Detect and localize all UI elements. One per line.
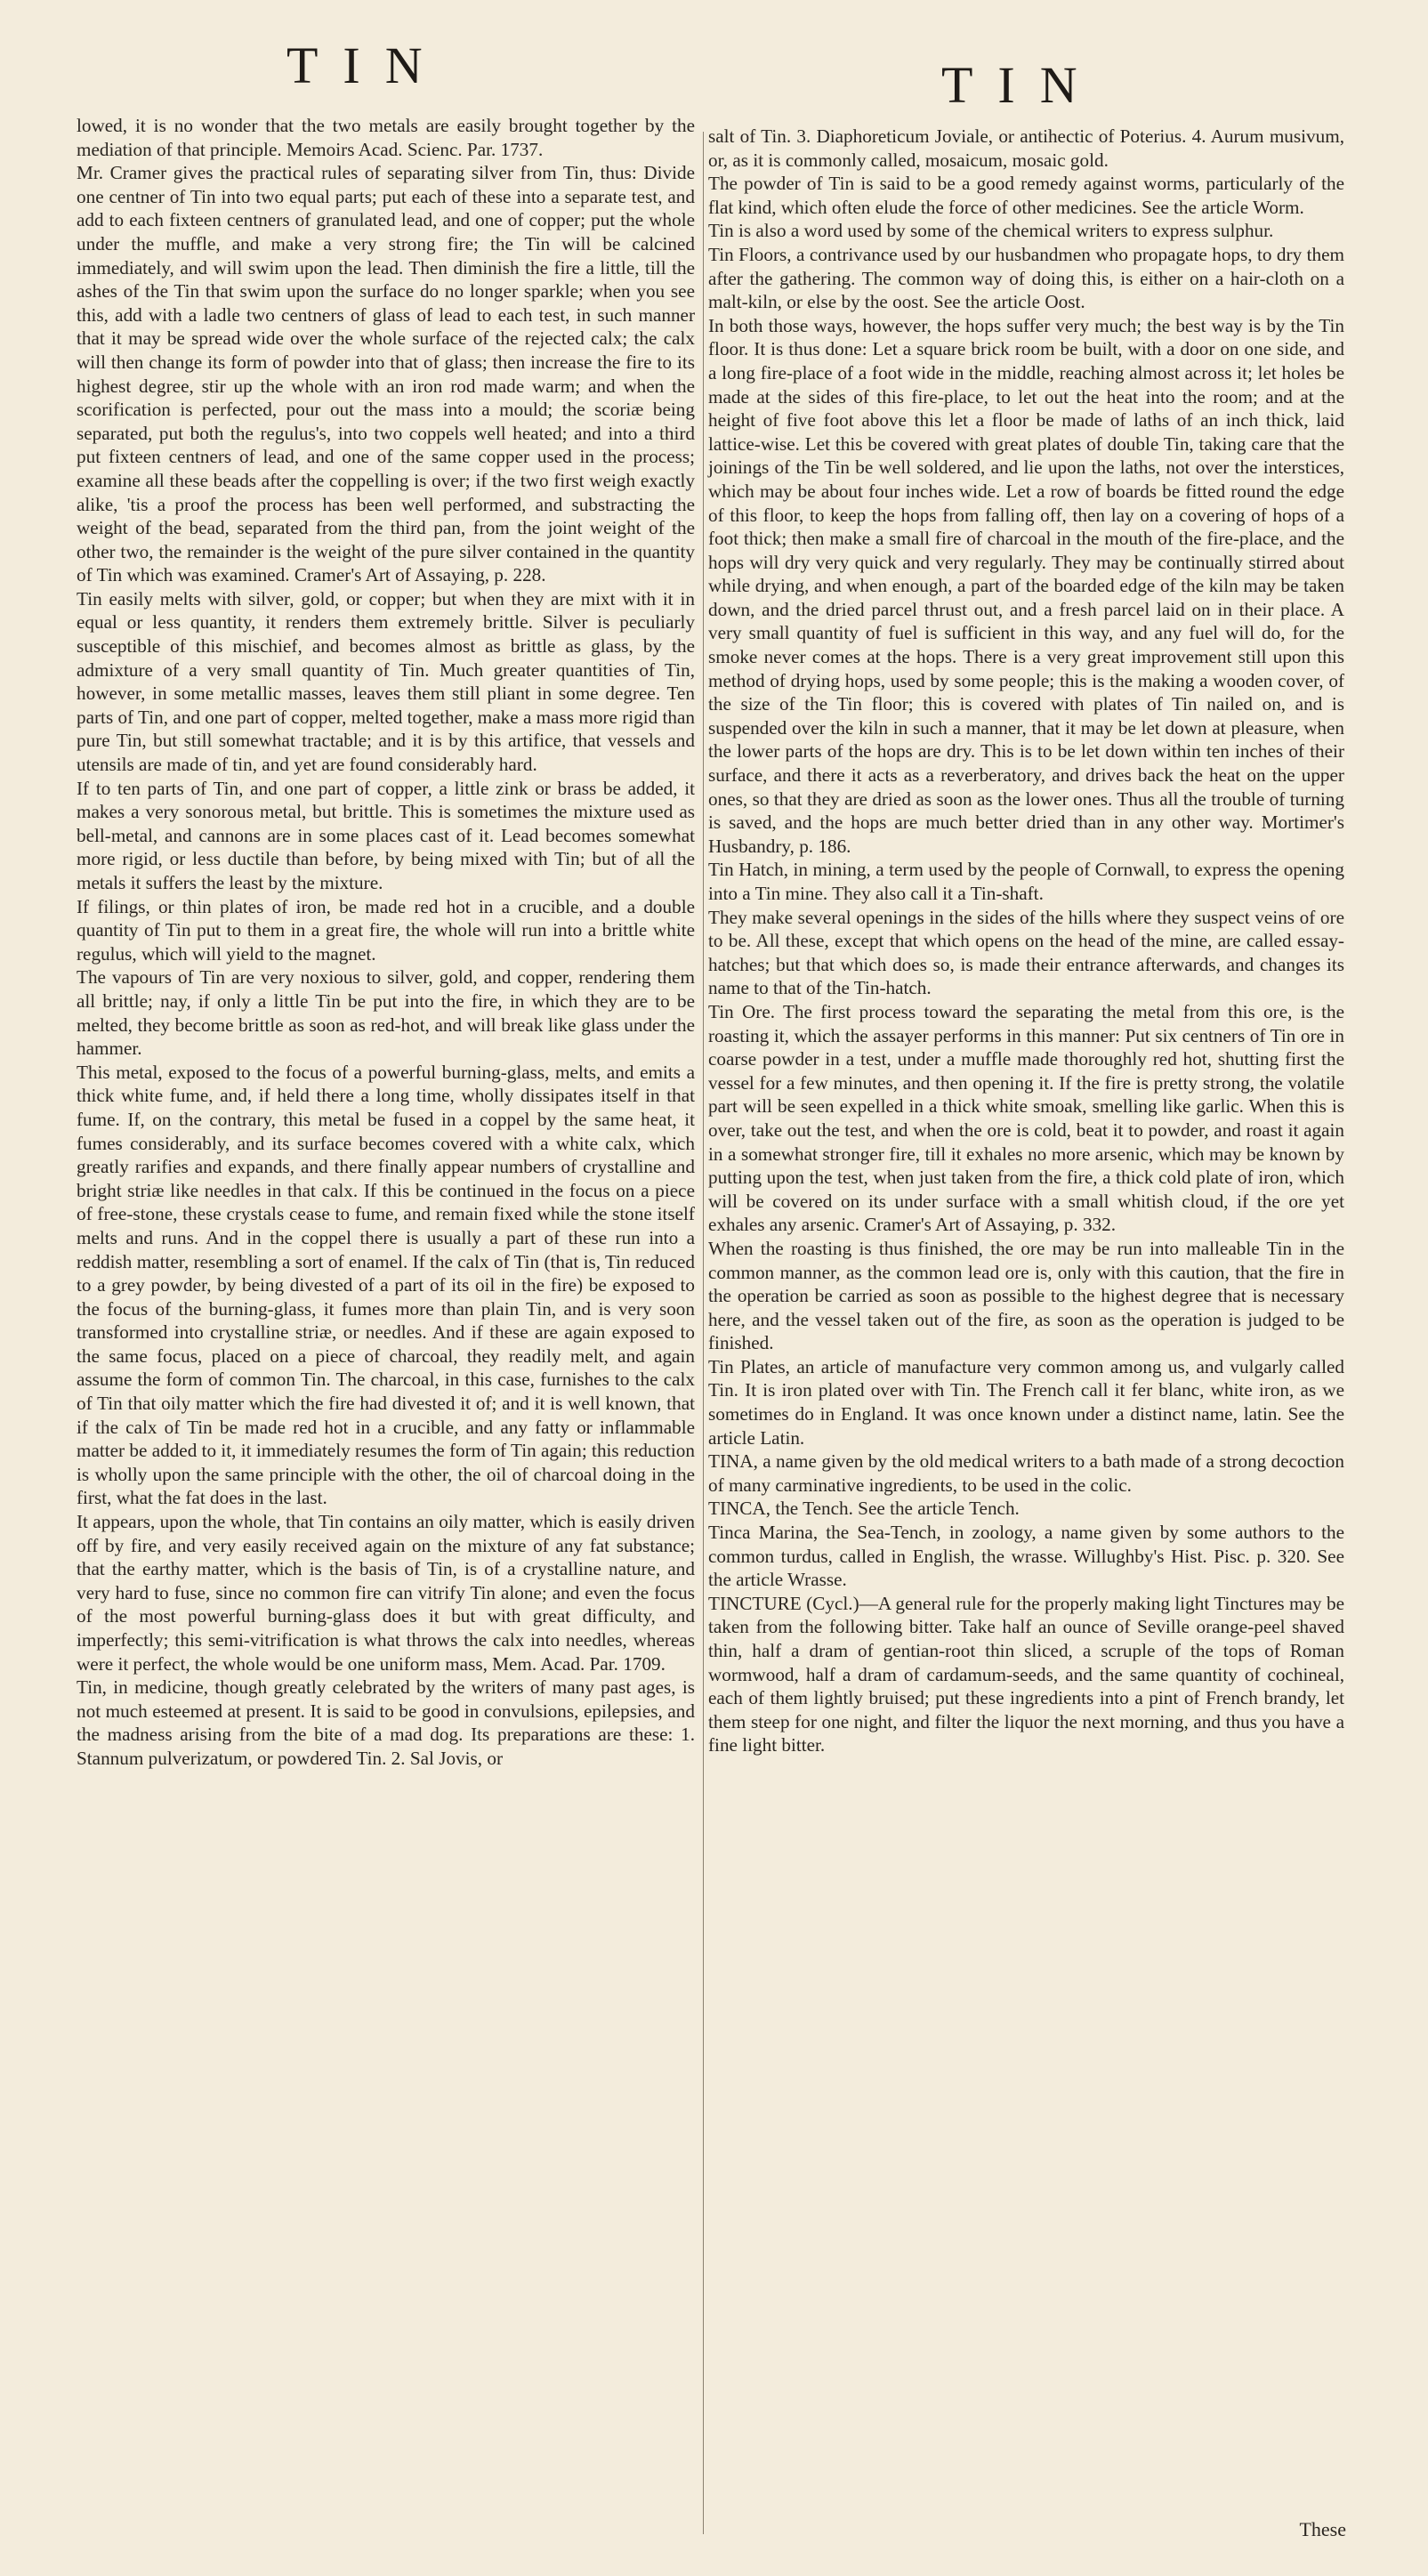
paragraph: Tinca Marina, the Sea-Tench, in zoology, a name given by some authors to the common turdus, called in English, the wrasse. Willughby's Hist. Pisc. p. 320. See the article Wrasse.	[708, 1522, 1344, 1591]
paragraph: If filings, or thin plates of iron, be made red hot in a crucible, and a double quantity of Tin put to them in a great fire, the whole will run into a brittle white regulus, which will yield to the magnet.	[77, 895, 695, 965]
column-divider	[703, 132, 704, 2534]
paragraph: lowed, it is no wonder that the two metals are easily brought together by the mediation of that principle. Memoirs Acad. Scienc. Par. 1737.	[77, 115, 695, 160]
paragraph: Tin Hatch, in mining, a term used by the people of Cornwall, to express the opening into a Tin mine. They also call it a Tin-shaft.	[708, 859, 1344, 904]
paragraph: salt of Tin. 3. Diaphoreticum Joviale, or antihectic of Poterius. 4. Aurum musivum, or, as it is commonly called, mosaicum, mosaic gold.	[708, 125, 1344, 171]
paragraph: Tin easily melts with silver, gold, or copper; but when they are mixt with it in equal or less quantity, it renders them extremely brittle. Silver is peculiarly susceptible of this mischief, and becomes almost as brittle as glass, by the admixture of a very small quantity of Tin. Much greater quantities of Tin, however, in some metallic masses, leaves them still pliant in some degree. Ten parts of Tin, and one part of copper, melted together, make a mass more rigid than pure Tin, but still somewhat tractable; and it is by this artifice, that vessels and utensils are made of tin, and yet are found considerably hard.	[77, 587, 695, 776]
paragraph: Tin is also a word used by some of the chemical writers to express sulphur.	[708, 220, 1274, 242]
paragraph: When the roasting is thus finished, the ore may be run into malleable Tin in the common manner, as the common lead ore is, only with this caution, that the fire in the operation be carried as soon as possible to the highest degree that is necessary here, and the vessel taken out of the fire, as soon as the operation is judged to be finished.	[708, 1237, 1344, 1354]
paragraph: If to ten parts of Tin, and one part of copper, a little zink or brass be added, it makes a very sonorous metal, but brittle. This is sometimes the mixture used as bell-metal, and cannons are in some places cast of it. Lead becomes somewhat more rigid, or less ductile than before, by being mixed with Tin; but of all the metals it suffers the least by the mixture.	[77, 777, 695, 893]
paragraph: TINCA, the Tench. See the article Tench.	[708, 1498, 1020, 1520]
paragraph: Mr. Cramer gives the practical rules of separating silver from Tin, thus: Divide one centner of Tin into two equal parts; put each of these into a separate test, and add to each fixteen centners of granulated lead, and one of copper; put the whole under the muffle, and make a very strong fire; the Tin will be calcined immediately, and will swim upon the lead. Then diminish the fire a little, till the ashes of the Tin that swim upon the surface do no longer sparkle; when you see this, add with a ladle two centners of glass of lead to each test, in such manner that it may be spread wide over the whole surface of the rejected calx; the calx will then change its form of powder into that of glass; then increase the fire to its highest degree, stir up the whole with an iron rod made warm; and when the scorification is perfected, pour out the mass into a mould; the scoriæ being separated, put both the regulus's, into two coppels well heated; and into a third put fixteen centners of lead, and one of the same copper used in the process; examine all these beads after the coppelling is over; if the two first weigh exactly alike, 'tis a proof the process has been well performed, and substracting the weight of the bead, separated from the third pan, from the joint weight of the other two, the remainder is the weight of the pure silver contained in the quantity of Tin which was examined. Cramer's Art of Assaying, p. 228.	[77, 162, 695, 586]
paragraph: TINCTURE (Cycl.)—A general rule for the properly making light Tinctures may be taken from the following bitter. Take half an ounce of Seville orange-peel shaved thin, half a dram of gentian-root thin sliced, a scruple of the tops of Roman wormwood, half a dram of cardamum-seeds, and the same quantity of cochineal, each of them lightly bruised; put these ingredients into a pint of French brandy, let them steep for one night, and filter the liquor the next morning, and thus you have a fine light bitter.	[708, 1592, 1344, 1756]
paragraph: Tin Ore. The first process toward the separating the metal from this ore, is the roasting it, which the assayer performs in this manner: Put six centners of Tin ore in coarse powder in a test, under a muffle made thoroughly red hot, shutting first the vessel for a few minutes, and then opening it. If the fire is pretty strong, the volatile part will be seen expelled in a thick white smoak, smelling like garlic. When this is over, take out the test, and when the ore is cold, beat it to powder, and roast it again in a somewhat stronger fire, till it exhales no more arsenic, which may be known by putting upon the test, when just taken from the fire, a thick cold plate of iron, which will be covered on its under surface with a small whitish cloud, if the ore yet exhales any arsenic. Cramer's Art of Assaying, p. 332.	[708, 1000, 1344, 1236]
left-column	[77, 114, 695, 1771]
paragraph: In both those ways, however, the hops suffer very much; the best way is by the Tin floor. It is thus done: Let a square brick room be built, with a door on one side, and a long fire-place of a foot wide in the middle, reaching almost across it; let holes be made at the sides of this fire-place, to let out the heat into the room; and at the height of five foot above this let a floor be made of laths of an inch thick, laid lattice-wise. Let this be covered with great plates of double Tin, taking care that the joinings of the Tin be well soldered, and lie upon the laths, not over the interstices, which may be about four inches wide. Let a row of boards be fitted round the edge of this floor, to keep the hops from falling off, then lay on a covering of hops of a foot thick; then make a small fire of charcoal in the mouth of the fire-place, and the hops will dry very quick and very regularly. They may be continually stirred about while drying, and when enough, a part of the boarded edge of the kiln may be taken down, and the dried parcel thrust out, and a fresh parcel laid on in their place. A very small quantity of fuel is sufficient in this way, and any fuel will do, for the smoke never comes at the hops. There is a very great improvement still upon this method of drying hops, used by some people; this is the making a wooden cover, of the size of the Tin floor; this is covered with plates of Tin nailed on, and is suspended over the kiln in such a manner, that it may be let down at pleasure, when the lower parts of the hops are dry. This is to be let down within ten inches of their surface, and there it acts as a reverberatory, and drives back the heat on the upper ones, so that they are dried as soon as the lower ones. Thus all the trouble of turning is saved, and the hops are much better dried than in any other way. Mortimer's Husbandry, p. 186.	[708, 314, 1344, 857]
paragraph: It appears, upon the whole, that Tin contains an oily matter, which is easily driven off by fire, and very easily received again on the mixture of any fat substance; that the earthy matter, which is the basis of Tin, is of a crystalline nature, and very hard to fuse, since no common fire can vitrify Tin alone; and even the focus of the most powerful burning-glass does it but with great difficulty, and imperfectly; this semi-vitrification is what throws the calx into needles, whereas were it perfect, the whole would be one uniform mass, Mem. Acad. Par. 1709.	[77, 1511, 695, 1675]
paragraph: They make several openings in the sides of the hills where they suspect veins of ore to be. All these, except that which opens on the head of the mine, are called essay-hatches; but that which does so, is made their entrance afterwards, and changes its name to that of the Tin-hatch.	[708, 906, 1344, 999]
paragraph: Tin Plates, an article of manufacture very common among us, and vulgarly called Tin. It is iron plated over with Tin. The French call it fer blanc, white iron, as we sometimes do in England. It was once known under a distinct name, latin. See the article Latin.	[708, 1355, 1344, 1449]
paragraph: Tin Floors, a contrivance used by our husbandmen who propagate hops, to dry them after the gathering. The common way of doing this, is either on a hair-cloth on a malt-kiln, or else by the oost. See the article Oost.	[708, 243, 1344, 313]
paragraph: The powder of Tin is said to be a good remedy against worms, particularly of the flat kind, which often elude the force of other medicines. See the article Worm.	[708, 173, 1344, 218]
right-column	[708, 125, 1344, 1757]
paragraph: This metal, exposed to the focus of a powerful burning-glass, melts, and emits a thick white fume, and, if held there a long time, wholly dissipates itself in that fume. If, on the contrary, this metal be fused in a coppel by the same heat, it fumes considerably, and its surface becomes covered with a white calx, which greatly rarifies and expands, and there finally appear numbers of crystalline and bright striæ like needles in that calx. If this be continued in the focus on a piece of free-stone, these crystals cease to fume, and remain fixed while the stone itself melts and runs. And in the coppel there is usually a part of these run into a reddish matter, resembling a sort of enamel. If the calx of Tin (that is, Tin reduced to a grey powder, by being divested of a part of its oil in the fire) be exposed to the focus of the burning-glass, it fumes more than plain Tin, and is very soon transformed into crystalline striæ, or needles. And if these are again exposed to the same focus, placed on a piece of charcoal, they readily melt, and again assume the form of common Tin. The charcoal, in this case, furnishes to the calx of Tin that oily matter which the fire had divested it of; and it is well known, that if the calx of Tin be made red hot in a crucible, and any fatty or inflammable matter be added to it, it immediately resumes the form of Tin again; this reduction is wholly upon the same principle with the other, the oil of charcoal doing in the first, what the fat does in the last.	[77, 1061, 695, 1509]
paragraph: The vapours of Tin are very noxious to silver, gold, and copper, rendering them all brittle; nay, if only a little Tin be put into the fire, in which they are to be melted, they become brittle as soon as red-hot, and will break like glass under the hammer.	[77, 966, 695, 1060]
catchword: These	[1299, 2518, 1346, 2540]
page-header-left: TIN	[286, 36, 448, 94]
page-header-right: TIN	[941, 56, 1102, 114]
paragraph: TINA, a name given by the old medical writers to a bath made of a strong decoction of many carminative ingredients, to be used in the colic.	[708, 1450, 1344, 1496]
paragraph: Tin, in medicine, though greatly celebrated by the writers of many past ages, is not much esteemed at present. It is said to be good in convulsions, epilepsies, and the madness arising from the bite of a mad dog. Its preparations are these: 1. Stannum pulverizatum, or powdered Tin. 2. Sal Jovis, or	[77, 1676, 695, 1769]
